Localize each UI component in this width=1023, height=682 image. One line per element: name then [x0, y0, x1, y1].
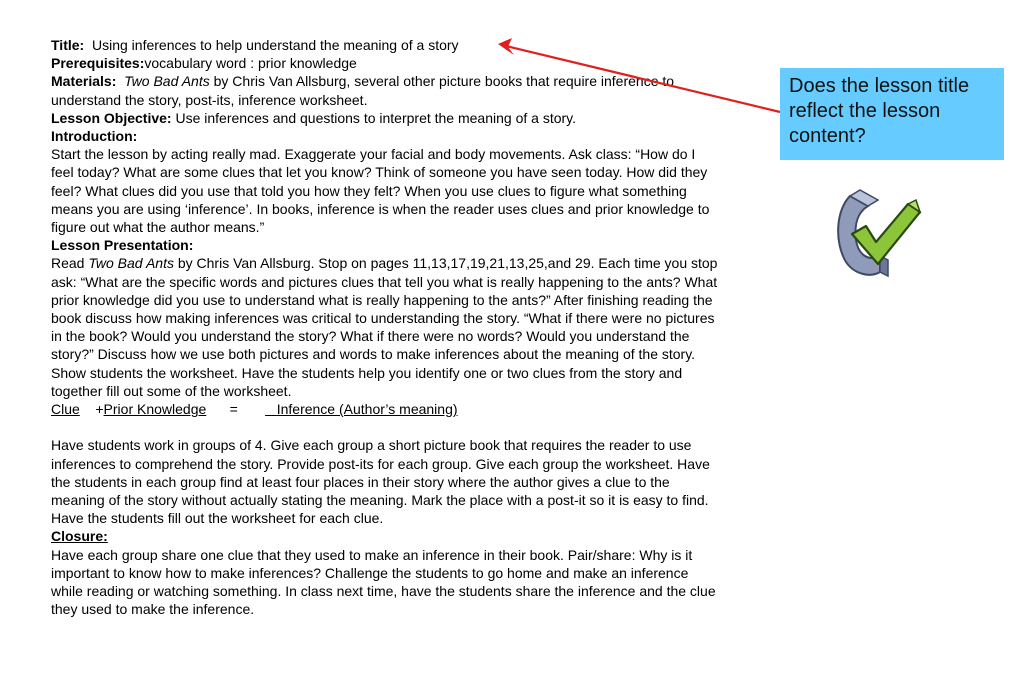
checkmark-icon — [828, 184, 924, 284]
equation-equals: = — [229, 401, 238, 418]
prerequisites-value: vocabulary word : prior knowledge — [144, 55, 357, 72]
closure-heading-text: Closure: — [51, 528, 108, 545]
presentation-body: by Chris Van Allsburg. Stop on pages 11,13,17,19,21,13,25,and 29. Each time you stop ask: “What are the specific words and pictures clues that tell you what is really happening to the ants? What prior knowledge did you use to understand what is really happening to the ants?” After finishing reading the book discuss how making inferences was critical to understanding the story. “What if there were no pictures in the book? Would you understand the story? What if there were no words? Would you understand the story?” Discuss how we use both pictures and words to make inferences about the meaning of the story. Show students the worksheet. Have the students help you identify one or two clues from the story and together fill out some of the worksheet. — [51, 255, 718, 399]
equation-inference-text: Inference (Author’s meaning) — [276, 401, 458, 418]
equation-plus: + — [95, 401, 104, 418]
materials-value: by Chris Van Allsburg, several other picture books that require inference to understand the story, post-its, inference worksheet. — [51, 73, 675, 108]
closure-text: Have each group share one clue that they used to make an inference in their book. Pair/share: Why is it important to know how to make inferences? Challenge the students to go home and make an inference while reading or watching something. In class next time, have the students share the inference and the clue they used to make the inference. — [51, 546, 716, 618]
equation-prior-knowledge: Prior Knowledge — [103, 401, 207, 418]
materials-label: Materials: — [51, 73, 117, 90]
callout-text: Does the lesson title reflect the lesson content? — [789, 75, 970, 147]
introduction-heading-text: Introduction: — [51, 128, 138, 145]
introduction-text: Start the lesson by acting really mad. Exaggerate your facial and body movements. Ask class: “How do I feel today? What are some clues that let you know? Think of someone you have seen today. How did they feel? What clues did you use that told you how they felt? When you use clues to figure what something means you are using ‘inference’. In books, inference is when the reader uses clues and prior knowledge to figure out what the author means.” — [51, 146, 710, 236]
objective-value: Use inferences and questions to interpret the meaning of a story. — [175, 109, 577, 126]
lesson-title: Using inferences to help understand the meaning of a story — [91, 37, 459, 53]
prerequisites-label: Prerequisites: — [51, 55, 145, 72]
objective-label: Lesson Objective: — [51, 109, 172, 126]
groups-text: Have students work in groups of 4. Give each group a short picture book that requires the reader to use inferences to comprehend the story. Provide post-its for each group. Give each group the worksheet. Have the students in each group find at least four places in their story where the author gives a clue to the meaning of the story without actually stating the meaning. Mark the place with a post-it so it is easy to find. Have the students fill out the worksheet for each clue. — [51, 437, 710, 527]
equation-clue: Clue — [51, 401, 80, 418]
presentation-heading-text: Lesson Presentation: — [51, 237, 194, 254]
presentation-read: Read — [51, 255, 89, 272]
materials-book-title: Two Bad Ants — [124, 73, 210, 90]
title-label: Title: — [51, 37, 85, 53]
review-question-callout — [780, 68, 1004, 160]
presentation-book-title: Two Bad Ants — [88, 255, 174, 272]
